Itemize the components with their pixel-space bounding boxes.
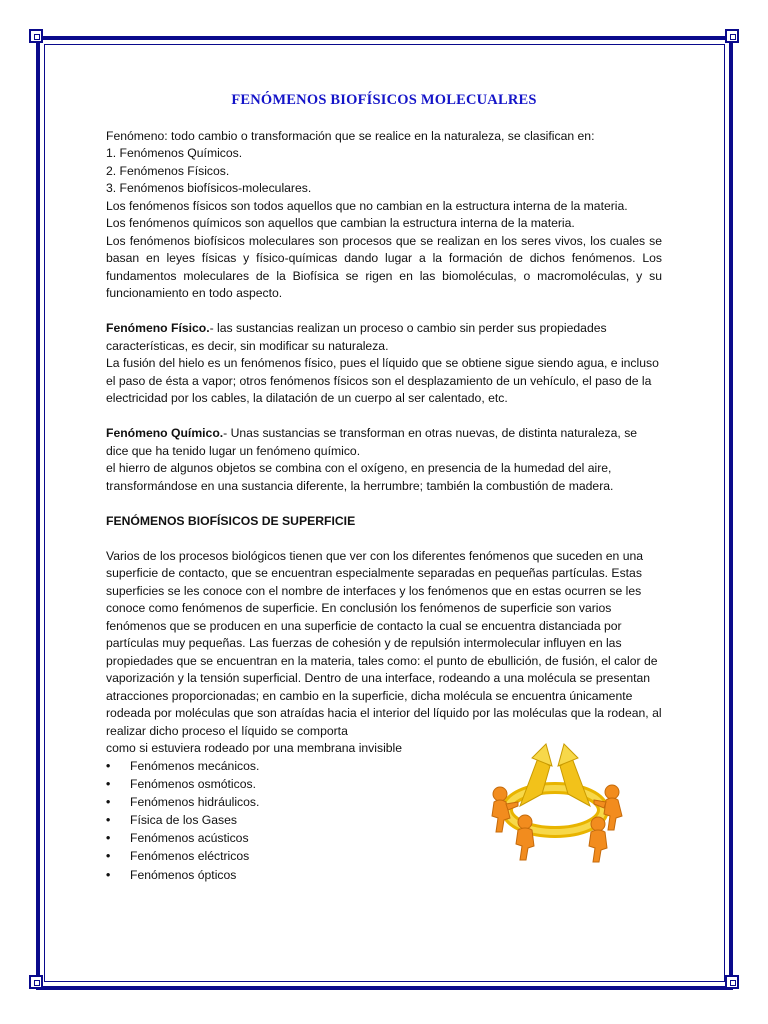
list-item: • Fenómenos hidráulicos.: [106, 794, 662, 812]
physical-phenomenon-example: La fusión del hielo es un fenómenos físico, pues el líquido que se obtiene sigue siendo agua, e incluso el paso de ésta a vapor; otros fenómenos físicos son el desplazamiento de un vehículo, el paso de la electricidad por los cables, la dilatación de un cuerpo al ser calentado, etc.: [106, 356, 659, 405]
chemical-definition: Los fenómenos químicos son aquellos que cambian la estructura interna de la materia.: [106, 216, 575, 230]
bullet-icon: •: [106, 849, 111, 864]
physical-definition: Los fenómenos físicos son todos aquellos que no cambian en la estructura interna de la materia.: [106, 198, 628, 213]
bullet-icon: •: [106, 813, 111, 828]
surface-section-heading: FENÓMENOS BIOFÍSICOS DE SUPERFICIE: [106, 513, 356, 528]
list-item: • Fenómenos osmóticos.: [106, 776, 662, 794]
list-item: • Fenómenos acústicos: [106, 830, 662, 848]
physical-phenomenon-text: - las sustancias realizan un proceso o cambio sin perder sus propiedades características, es decir, sin modificar su naturaleza.: [106, 321, 607, 353]
physical-phenomenon-label: Fenómeno Físico.: [106, 321, 210, 335]
chemical-phenomenon-text: - Unas sustancias se transforman en otras nuevas, de distinta naturaleza, se dice que ha tenido lugar un fenómeno químico.: [106, 426, 638, 458]
bullet-icon: •: [106, 867, 111, 882]
list-item: • Física de los Gases: [106, 812, 662, 830]
chemical-phenomenon-paragraph: [106, 425, 662, 460]
classification-item: 3. Fenómenos biofísicos-moleculares.: [106, 181, 312, 195]
list-item: • Fenómenos ópticos: [106, 867, 662, 885]
classification-item: 1. Fenómenos Químicos.: [106, 146, 243, 160]
bullet-icon: •: [106, 758, 111, 773]
border-corner-bottom-right: [725, 975, 739, 989]
chemical-phenomenon-example: el hierro de algunos objetos se combina con el oxígeno, en presencia de la humedad del aire, transformándose en una sustancia diferente, la herrumbre; también la combustión de madera.: [106, 461, 614, 493]
border-corner-bottom-left: [29, 975, 43, 989]
surface-paragraph: Varios de los procesos biológicos tienen que ver con los diferentes fenómenos que suceden en una superficie de contacto, que se encuentran especialmente separadas en pequeñas partículas. Estas superficies se les conoce con el nombre de interfaces y los fenómenos que en estas ocurren se les conoce como fenómenos de superficie. En conclusión los fenómenos de superficie son varios fenómenos que se producen en una superficie de contacto la cual se encuentra distanciada por partículas muy pequeñas. Las fuerzas de cohesión y de repulsión intermolecular influyen en las propiedades que se encuentran en la materia, tales como: el punto de ebullición, de fusión, el calor de vaporización y la tensión superficial. Dentro de una interface, rodeando a una molécula se presentan atracciones proporcionadas; en cambio en la superficie, dicha molécula se encuentra únicamente rodeada por moléculas que son atraídas hacia el interior del líquido por las moléculas que la rodean, al realizar dicho proceso el líquido se comporta: [106, 548, 662, 738]
document-title: FENÓMENOS BIOFÍSICOS MOLECUALRES: [231, 92, 537, 108]
biophysical-definition: Los fenómenos biofísicos moleculares son procesos que se realizan en los seres vivos, los cuales se basan en leyes físicas y físico-químicas dando lugar a la formación de dichos fenómenos. Los fundamentos moleculares de la Biofísica se rigen en las biomoléculas, o macromoléculas, y su funcionamiento en todo aspecto.: [106, 233, 662, 300]
border-corner-top-right: [725, 29, 739, 43]
chemical-phenomenon-label: Fenómeno Químico.: [106, 426, 224, 440]
surface-paragraph-continuation: como si estuviera rodeado por una membrana invisible: [106, 741, 403, 755]
bullet-icon: •: [106, 794, 111, 809]
physical-phenomenon-paragraph: [106, 320, 662, 355]
classification-item: 2. Fenómenos Físicos.: [106, 163, 230, 178]
border-corner-top-left: [29, 29, 43, 43]
figures-holding-circular-arrows-icon: [480, 736, 630, 866]
list-item: • Fenómenos eléctricos: [106, 848, 662, 866]
bullet-icon: •: [106, 831, 111, 846]
bullet-icon: •: [106, 776, 111, 791]
list-item: • Fenómenos mecánicos.: [106, 758, 662, 776]
definition-text: Fenómeno: todo cambio o transformación que se realice en la naturaleza, se clasifican en:: [106, 128, 595, 143]
